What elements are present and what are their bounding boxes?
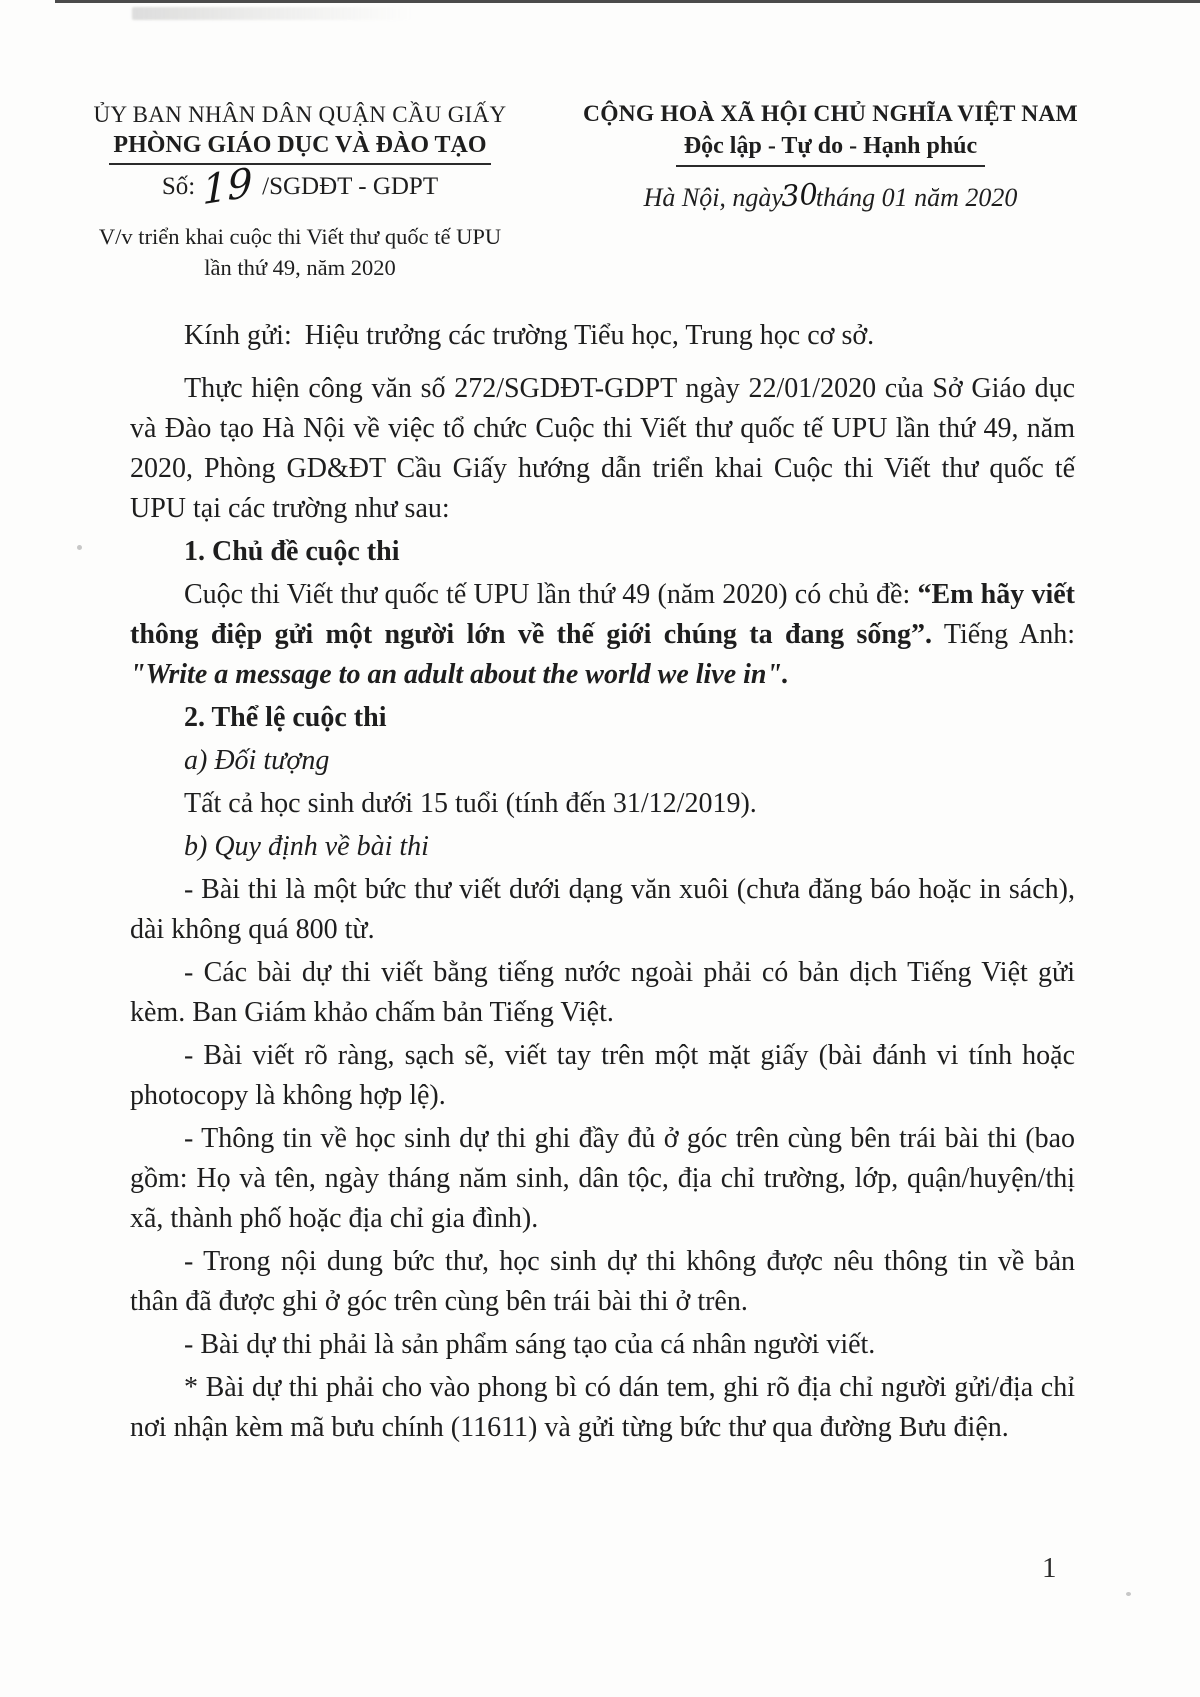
letter-body [130, 316, 1075, 1451]
page-number: 1 [1042, 1552, 1057, 1584]
agency-name [70, 130, 530, 165]
intro-paragraph: Thực hiện công văn số 272/SGDĐT-GDPT ngày 22/01/2020 của Sở Giáo dục và Đào tạo Hà Nội về việc tổ chức Cuộc thi Viết thư quốc tế UPU lần thứ 49, năm 2020, Phòng GD&ĐT Cầu Giấy hướng dẫn triển khai Cuộc thi Viết thư quốc tế UPU tại các trường như sau: [130, 373, 1075, 524]
theme-paragraph [130, 575, 1075, 695]
subject-line-1: V/v triển khai cuộc thi Viết thư quốc tế UPU [98, 224, 502, 249]
issuing-agency-block [70, 100, 530, 283]
rule-item: - Trong nội dung bức thư, học sinh dự thi không được nêu thông tin về bản thân đã được ghi ở góc trên cùng bên trái bài thi ở trên. [130, 1246, 1075, 1317]
theme-vietnamese-text: “Em hãy viết thông điệp gửi một người lớn về thế giới chúng ta đang sống”. [130, 579, 1075, 650]
place-and-date-line [558, 178, 1103, 215]
rule-item: - Bài viết rõ ràng, sạch sẽ, viết tay trên một mặt giấy (bài đánh vi tính hoặc photocopy là không hợp lệ). [130, 1040, 1075, 1111]
scan-speck [77, 545, 82, 550]
date-day-handwritten: 30 [779, 176, 820, 214]
salutation-line [130, 316, 1075, 356]
document-number-line [70, 159, 530, 215]
salutation-label: Kính gửi: [184, 320, 292, 351]
date-suffix: tháng 01 năm 2020 [815, 183, 1018, 212]
national-motto [558, 131, 1103, 167]
parent-agency-name: ỦY BAN NHÂN DÂN QUẬN CẦU GIẤY [93, 102, 507, 127]
salutation-recipients: Hiệu trưởng các trường Tiểu học, Trung học cơ sở. [304, 320, 875, 351]
agency-name-text: PHÒNG GIÁO DỤC VÀ ĐÀO TẠO [109, 130, 490, 165]
document-number-handwritten: 19 [202, 159, 254, 215]
rule-item: - Bài dự thi phải là sản phẩm sáng tạo của cá nhân người viết. [184, 1329, 876, 1360]
national-header-block [558, 100, 1103, 215]
theme-english-text: "Write a message to an adult about the world we live in". [130, 659, 790, 690]
scan-smudge-artifact [132, 7, 412, 20]
sub-b-heading: b) Quy định về bài thi [184, 831, 429, 862]
theme-english-label: Tiếng Anh: [931, 619, 1075, 650]
sub-a-heading: a) Đối tượng [184, 745, 330, 776]
date-prefix: Hà Nội, ngày [643, 183, 783, 212]
section-2-heading: 2. Thể lệ cuộc thi [184, 702, 387, 733]
national-motto-text: Độc lập - Tự do - Hạnh phúc [676, 131, 985, 167]
scan-speck [1126, 1592, 1131, 1596]
rule-item: - Thông tin về học sinh dự thi ghi đầy đủ ở góc trên cùng bên trái bài thi (bao gồm: Họ và tên, ngày tháng năm sinh, dân tộc, địa chỉ trường, lớp, quận/huyện/thị xã, thành phố hoặc địa chỉ gia đình). [130, 1123, 1075, 1234]
document-number-label: Số: [161, 173, 196, 200]
rule-item: * Bài dự thi phải cho vào phong bì có dán tem, ghi rõ địa chỉ người gửi/địa chỉ nơi nhận kèm mã bưu chính (11611) và gửi từng bức thư qua đường Bưu điện. [130, 1372, 1075, 1443]
national-title: CỘNG HOÀ XÃ HỘI CHỦ NGHĨA VIỆT NAM [583, 101, 1078, 127]
theme-intro-text: Cuộc thi Viết thư quốc tế UPU lần thứ 49 (năm 2020) có chủ đề: [184, 579, 918, 610]
rule-item: - Các bài dự thi viết bằng tiếng nước ngoài phải có bản dịch Tiếng Việt gửi kèm. Ban Giám khảo chấm bản Tiếng Việt. [130, 957, 1075, 1028]
section-1-heading: 1. Chủ đề cuộc thi [184, 536, 400, 567]
sub-a-text: Tất cả học sinh dưới 15 tuổi (tính đến 31/12/2019). [184, 788, 757, 819]
document-number-suffix: /SGDĐT - GDPT [262, 173, 439, 200]
subject-line-2: lần thứ 49, năm 2020 [204, 255, 396, 280]
rule-item: - Bài thi là một bức thư viết dưới dạng văn xuôi (chưa đăng báo hoặc in sách), dài không quá 800 từ. [130, 874, 1075, 945]
scan-edge-artifact [55, 0, 1200, 3]
